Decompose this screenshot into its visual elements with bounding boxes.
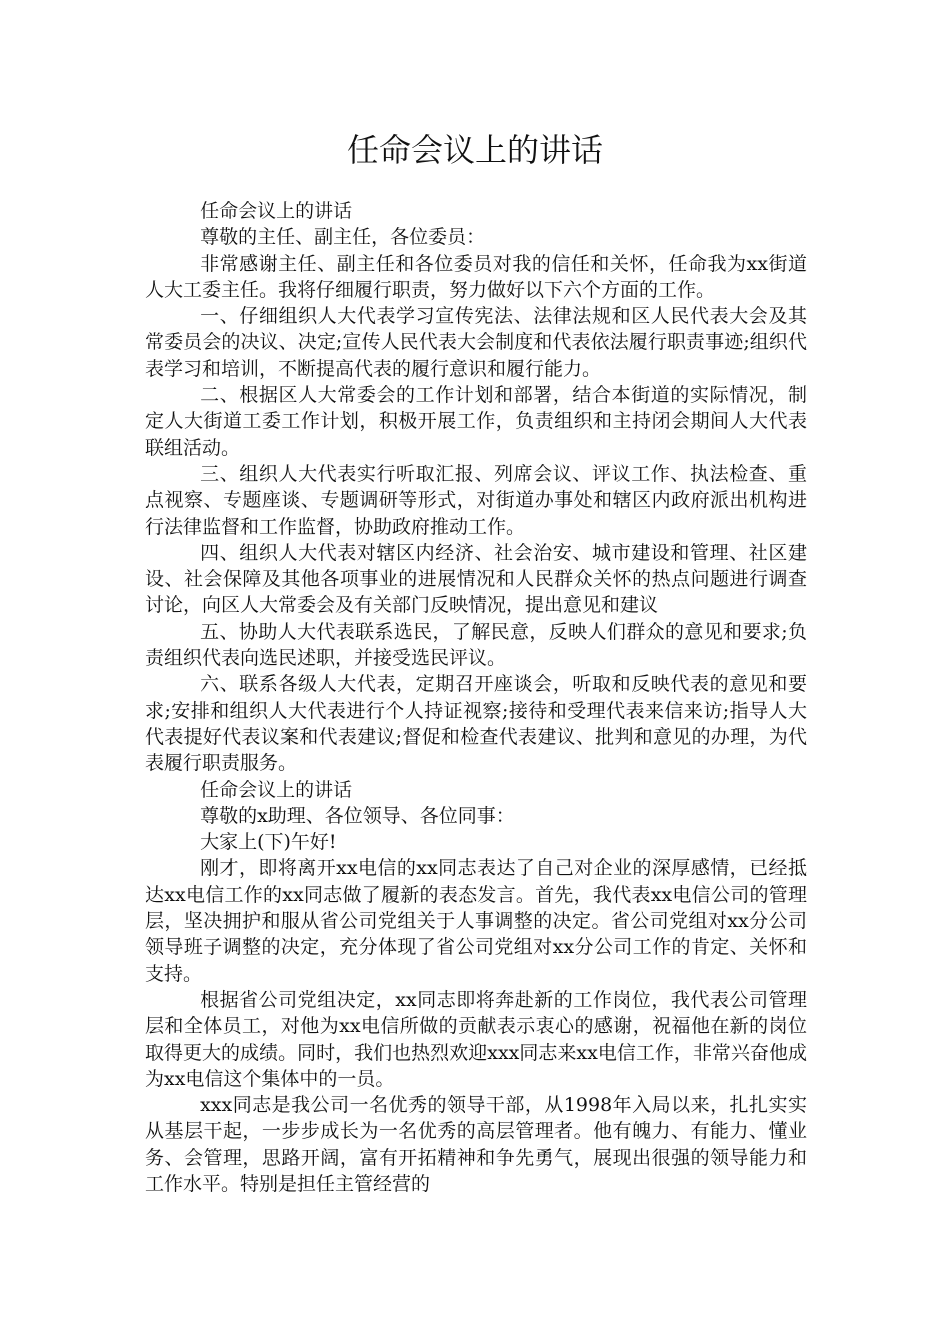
paragraph: xxx同志是我公司一名优秀的领导干部，从1998年入局以来，扎扎实实从基层干起，一步步成长为一名优秀的高层管理者。他有魄力、有能力、懂业务、会管理，思路开阔，富有开拓精神和争先勇气，展现出很强的领导能力和工作水平。特别是担任主管经营的 xyxy=(145,1094,807,1195)
paragraph: 二、根据区人大常委会的工作计划和部署，结合本街道的实际情况，制定人大街道工委工作计划，积极开展工作，负责组织和主持闭会期间人大代表联组活动。 xyxy=(145,384,807,459)
paragraph: 大家上(下)午好! xyxy=(200,831,337,854)
paragraph: 尊敬的主任、副主任，各位委员： xyxy=(200,226,486,249)
paragraph: 任命会议上的讲话 xyxy=(200,200,353,222)
document-title: 任命会议上的讲话 xyxy=(346,131,603,169)
paragraph: 根据省公司党组决定，xx同志即将奔赴新的工作岗位，我代表公司管理层和全体员工，对他为xx电信所做的贡献表示衷心的感谢，祝福他在新的岗位取得更大的成绩。同时，我们也热烈欢迎xxx同志来xx电信工作，非常兴奋他成为xx电信这个集体中的一员。 xyxy=(145,988,807,1090)
paragraph: 三、组织人大代表实行听取汇报、列席会议、评议工作、执法检查、重点视察、专题座谈、专题调研等形式，对街道办事处和辖区内政府派出机构进行法律监督和工作监督，协助政府推动工作。 xyxy=(145,462,807,538)
paragraph: 一、仔细组织人大代表学习宣传宪法、法律法规和区人民代表大会及其常委员会的决议、决定;宣传人民代表大会制度和代表依法履行职责事迹;组织代表学习和培训，不断提高代表的履行意识和履行能力。 xyxy=(145,305,807,380)
paragraph: 非常感谢主任、副主任和各位委员对我的信任和关怀，任命我为xx街道人大工委主任。我将仔细履行职责，努力做好以下六个方面的工作。 xyxy=(145,252,807,301)
paragraph: 五、协助人大代表联系选民，了解民意，反映人们群众的意见和要求;负责组织代表向选民述职，并接受选民评议。 xyxy=(145,620,807,670)
paragraph: 刚才，即将离开xx电信的xx同志表达了自己对企业的深厚感情，已经抵达xx电信工作的xx同志做了履新的表态发言。首先，我代表xx电信公司的管理层，坚决拥护和服从省公司党组关于人事调整的决定。省公司党组对xx分公司领导班子调整的决定，充分体现了省公司党组对xx分公司工作的肯定、关怀和支持。 xyxy=(145,857,807,985)
paragraph: 四、组织人大代表对辖区内经济、社会治安、城市建设和管理、社区建设、社会保障及其他各项事业的进展情况和人民群众关怀的热点问题进行调查讨论，向区人大常委会及有关部门反映情况，提出意见和建议 xyxy=(145,541,807,617)
document-body xyxy=(145,198,807,1197)
paragraph: 任命会议上的讲话 xyxy=(200,778,353,801)
paragraph: 尊敬的x助理、各位领导、各位同事： xyxy=(200,804,515,827)
paragraph: 六、联系各级人大代表，定期召开座谈会，听取和反映代表的意见和要求;安排和组织人大代表进行个人持证视察;接待和受理代表来信来访;指导人大代表提好代表议案和代表建议;督促和检查代表建议、批判和意见的办理，为代表履行职责服务。 xyxy=(145,673,807,775)
